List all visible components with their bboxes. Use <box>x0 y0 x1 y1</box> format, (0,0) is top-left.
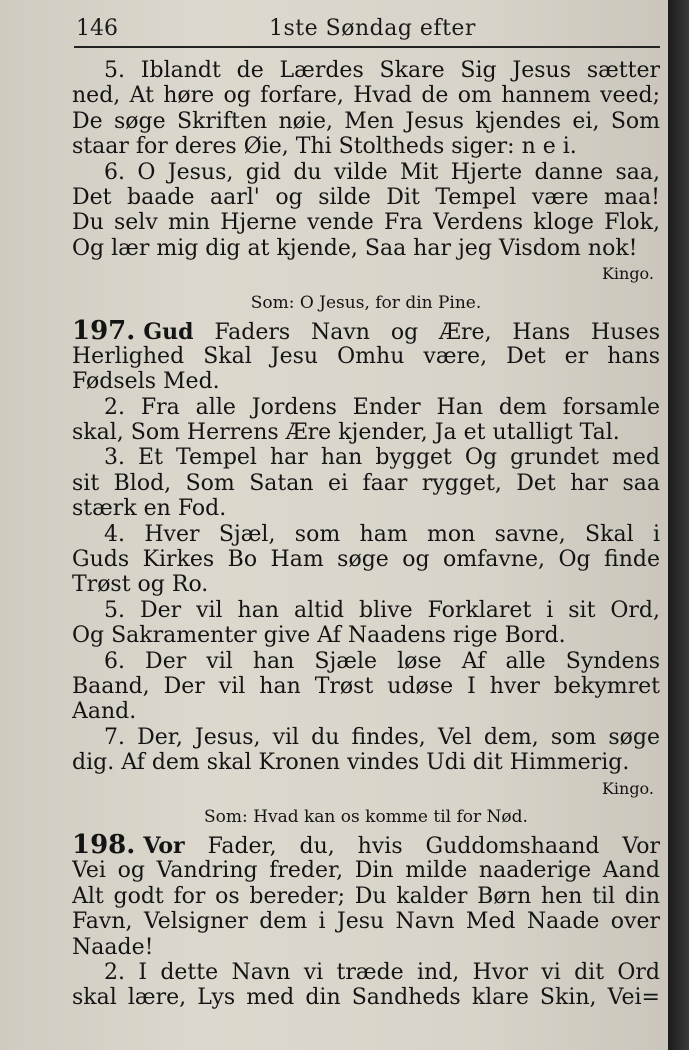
verse-line: Vei og Vandring freder, Din milde naaderige Aand <box>72 858 660 884</box>
verse-line <box>72 319 660 344</box>
verse-line: 6. O Jesus, gid du vilde Mit Hjerte danne saa, <box>104 159 660 185</box>
verse-line: 7. Der, Jesus, vil du findes, Vel dem, som søge <box>104 724 660 750</box>
verse-line: Og lær mig dig at kjende, Saa har jeg Visdom nok! <box>72 235 638 261</box>
hymn <box>72 833 660 1011</box>
running-title: 1ste Søndag efter <box>269 16 476 41</box>
verse-line <box>72 833 660 858</box>
verse-line: Og Sakramenter give Af Naadens rige Bord. <box>72 623 566 649</box>
verse-line: Guds Kirkes Bo Ham søge og omfavne, Og finde <box>72 547 660 573</box>
hymn-first-word: Gud <box>143 318 194 344</box>
author-attribution: Kingo. <box>601 778 654 798</box>
hymn <box>72 319 660 776</box>
hymn-number: 197. <box>72 318 136 344</box>
verse-line: Fødsels Med. <box>72 369 220 395</box>
verse-line: Trøst og Ro. <box>72 572 209 598</box>
melody-indication: Som: O Jesus, for din Pine. <box>250 292 482 313</box>
verse-line: Du selv min Hjerne vende Fra Verdens kloge Flok, <box>72 210 660 236</box>
verse-line: dig. Af dem skal Kronen vindes Udi dit Himmerig. <box>72 750 630 776</box>
verse-line: skal, Som Herrens Ære kjender, Ja et utalligt Tal. <box>72 420 620 446</box>
verse-line: 5. Der vil han altid blive Forklaret i sit Ord, <box>104 597 660 623</box>
verse-line: 5. Iblandt de Lærdes Skare Sig Jesus sætter <box>104 58 660 83</box>
verse-line: Det baade aarl' og silde Dit Tempel være maa! <box>72 184 660 210</box>
verse-line: Herlighed Skal Jesu Omhu være, Det er hans <box>72 343 660 369</box>
verse-line-text: Faders Navn og Ære, Hans Huses <box>214 319 660 344</box>
verse-line: skal lære, Lys med din Sandheds klare Skin, Vei= <box>72 985 660 1011</box>
book-edge <box>668 0 689 1050</box>
verse-line: 2. I dette Navn vi træde ind, Hvor vi dit Ord <box>104 959 660 985</box>
verse-line: sit Blod, Som Satan ei faar rygget, Det har saa <box>72 470 660 496</box>
verse-line: 3. Et Tempel har han bygget Og grundet med <box>104 445 660 471</box>
melody-indication: Som: Hvad kan os komme til for Nød. <box>204 806 528 827</box>
verse-line: De søge Skriften nøie, Men Jesus kjendes ei, Som <box>72 108 660 134</box>
verse-line: Favn, Velsigner dem i Jesu Navn Med Naade over <box>72 909 660 935</box>
hymn-first-word: Vor <box>143 832 185 859</box>
hymn-continuation <box>72 58 660 261</box>
verse-line: 4. Hver Sjæl, som ham mon savne, Skal i <box>104 521 660 547</box>
verse-line: 2. Fra alle Jordens Ender Han dem forsamle <box>104 394 660 420</box>
page-header <box>74 12 660 48</box>
verse-line: staar for deres Øie, Thi Stoltheds siger: n e i. <box>72 134 577 160</box>
verse-line: 6. Der vil han Sjæle løse Af alle Syndens <box>104 648 660 674</box>
verse-line: stærk en Fod. <box>72 496 227 522</box>
verse-line: Aand. <box>72 699 137 725</box>
hymn-text <box>72 58 660 1011</box>
author-attribution: Kingo. <box>601 264 654 284</box>
page-number: 146 <box>76 16 118 41</box>
verse-line: Naade! <box>72 934 154 960</box>
hymn-number: 198. <box>72 832 136 859</box>
verse-line: Baand, Der vil han Trøst udøse I hver bekymret <box>72 673 660 699</box>
verse-line: ned, At høre og forfare, Hvad de om hannem veed; <box>72 83 660 109</box>
verse-line-text: Fader, du, hvis Guddomshaand Vor <box>207 833 660 859</box>
verse-line: Alt godt for os bereder; Du kalder Børn hen til din <box>72 883 660 909</box>
